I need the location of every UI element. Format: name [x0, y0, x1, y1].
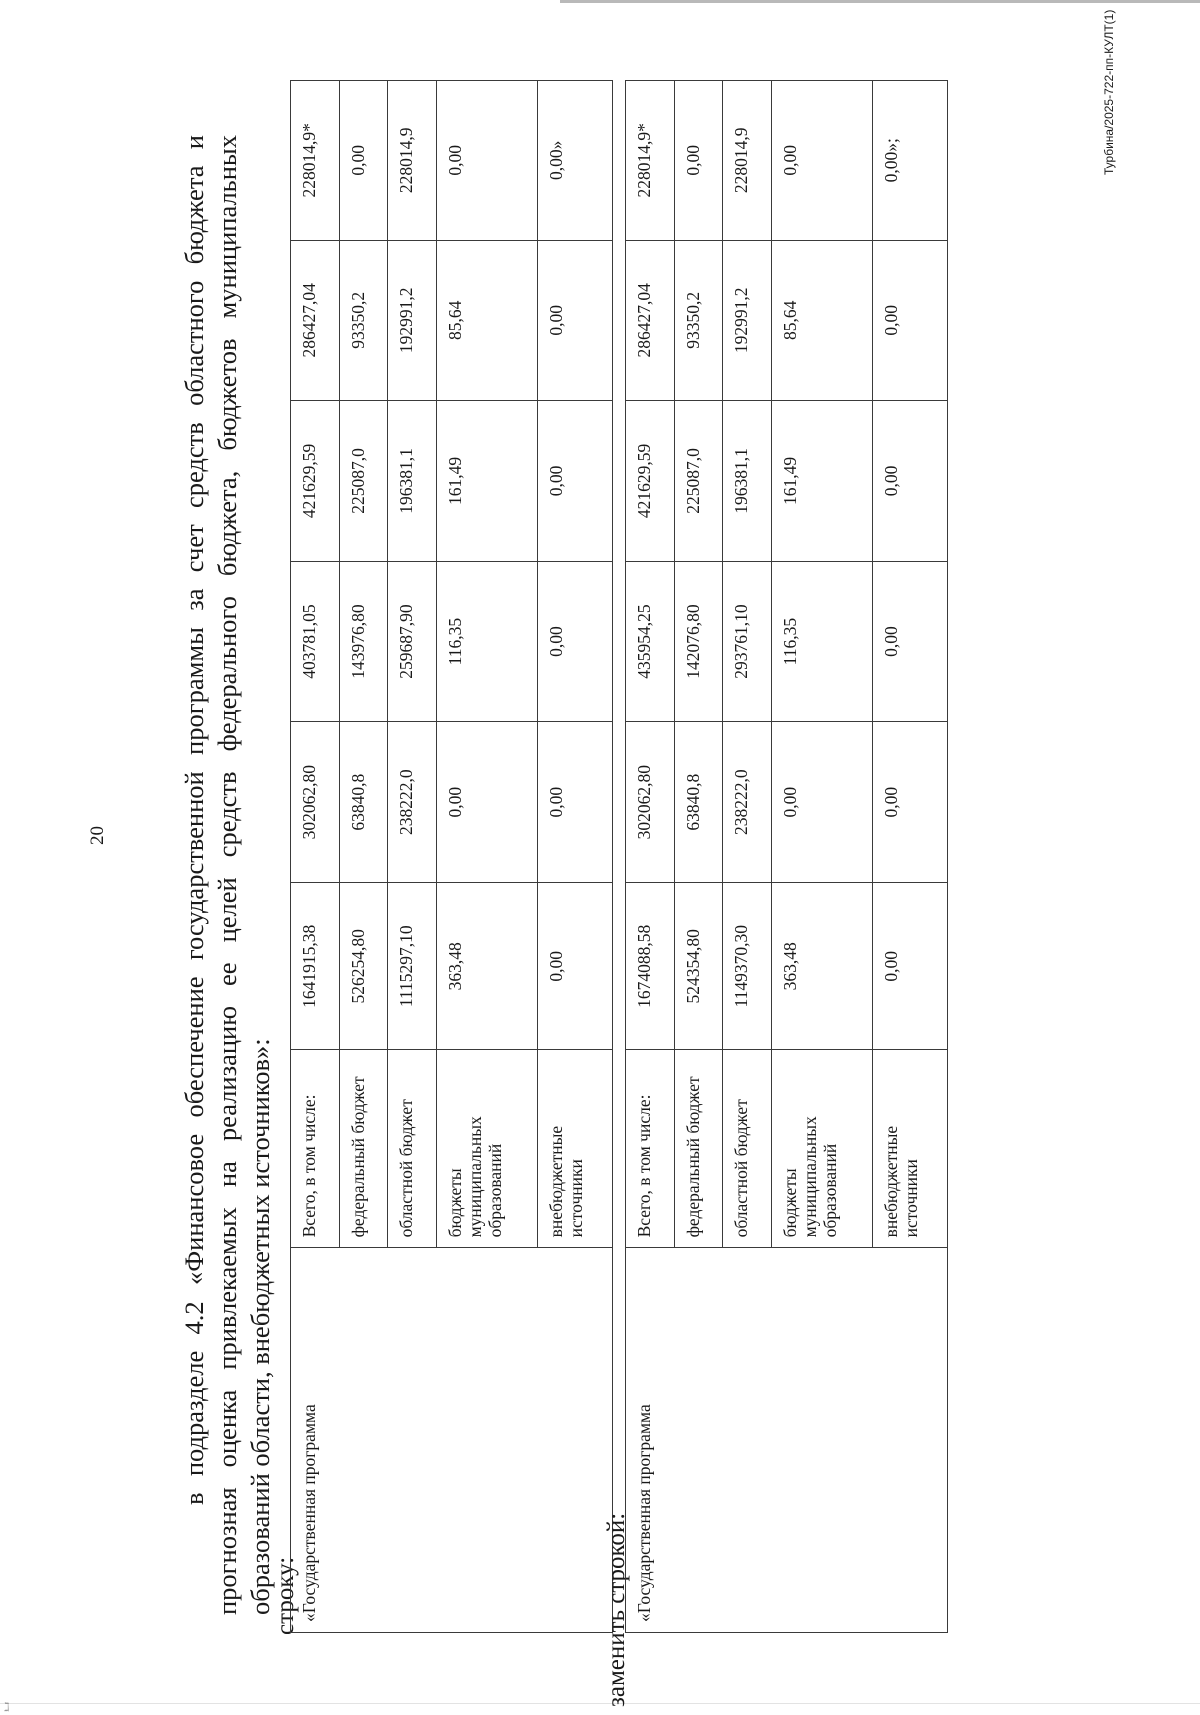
amount-cell: 93350,2	[674, 240, 723, 401]
amount-cell: 363,48	[436, 883, 537, 1050]
amount-cell: 142076,80	[674, 561, 723, 722]
amount-cell: 0,00	[873, 883, 948, 1050]
amount-cell: 302062,80	[291, 722, 340, 883]
intro-text: в подразделе 4.2 «Финансовое обеспечение государственной программы за счет средств областного бюджета и прогнозная оценка привлекаемых на реализацию ее целей средств федерального бюджета, бюджетов муниципальных образований области, внебюджетных источников»:	[179, 135, 275, 1615]
funding-source-cell: Всего, в том числе:	[626, 1050, 675, 1248]
amount-cell: 403781,05	[291, 561, 340, 722]
amount-cell: 238222,0	[723, 722, 772, 883]
funding-source-cell: внебюджетные источники	[538, 1050, 613, 1248]
amount-cell: 302062,80	[626, 722, 675, 883]
amount-cell: 0,00	[538, 561, 613, 722]
amount-cell: 0,00	[538, 722, 613, 883]
amount-cell: 435954,25	[626, 561, 675, 722]
amount-cell: 228014,9	[388, 81, 437, 241]
amount-cell: 0,00	[771, 81, 872, 241]
amount-cell: 0,00	[873, 722, 948, 883]
amount-cell: 1115297,10	[388, 883, 437, 1050]
amount-cell: 0,00	[771, 722, 872, 883]
funding-source-cell: федеральный бюджет	[674, 1050, 723, 1248]
amount-cell: 228014,9*	[291, 81, 340, 241]
amount-cell: 196381,1	[388, 401, 437, 562]
amount-cell: 0,00	[873, 401, 948, 562]
amount-cell: 116,35	[771, 561, 872, 722]
amount-cell: 0,00	[674, 81, 723, 241]
amount-cell: 63840,8	[674, 722, 723, 883]
amount-cell: 421629,59	[291, 401, 340, 562]
amount-cell: 192991,2	[388, 240, 437, 401]
amount-cell: 293761,10	[723, 561, 772, 722]
amount-cell: 0,00	[538, 240, 613, 401]
amount-cell: 0,00	[339, 81, 388, 241]
funding-source-cell: федеральный бюджет	[339, 1050, 388, 1248]
funding-source-cell: областной бюджет	[723, 1050, 772, 1248]
amount-cell: 259687,90	[388, 561, 437, 722]
amount-cell: 526254,80	[339, 883, 388, 1050]
amount-cell: 0,00	[873, 240, 948, 401]
funding-source-cell: внебюджетные источники	[873, 1050, 948, 1248]
funding-source-cell: бюджеты муниципальных образований	[436, 1050, 537, 1248]
scan-artifact: ℷ	[4, 1700, 10, 1714]
amount-cell: 421629,59	[626, 401, 675, 562]
page-number: 20	[87, 826, 108, 845]
amount-cell: 0,00	[436, 722, 537, 883]
amount-cell: 1674088,58	[626, 883, 675, 1050]
amount-cell: 225087,0	[674, 401, 723, 562]
amount-cell: 524354,80	[674, 883, 723, 1050]
table-old-row	[290, 80, 613, 1633]
amount-cell: 0,00»;	[873, 81, 948, 241]
document-code: Турбина/2025-722-пп-КУЛТ(1)	[1102, 9, 1116, 175]
amount-cell: 228014,9*	[626, 81, 675, 241]
amount-cell: 0,00»	[538, 81, 613, 241]
amount-cell: 0,00	[538, 883, 613, 1050]
funding-source-cell: областной бюджет	[388, 1050, 437, 1248]
intro-paragraph	[178, 135, 277, 1615]
program-name-cell: «Государственная программа	[626, 1248, 948, 1633]
amount-cell: 238222,0	[388, 722, 437, 883]
table-new-row	[625, 80, 948, 1633]
amount-cell: 196381,1	[723, 401, 772, 562]
amount-cell: 0,00	[436, 81, 537, 241]
amount-cell: 0,00	[538, 401, 613, 562]
amount-cell: 228014,9	[723, 81, 772, 241]
amount-cell: 161,49	[436, 401, 537, 562]
funding-source-cell: Всего, в том числе:	[291, 1050, 340, 1248]
amount-cell: 116,35	[436, 561, 537, 722]
table-row	[291, 81, 340, 1633]
amount-cell: 161,49	[771, 401, 872, 562]
amount-cell: 1641915,38	[291, 883, 340, 1050]
amount-cell: 192991,2	[723, 240, 772, 401]
amount-cell: 286427,04	[291, 240, 340, 401]
label-new-row: заменить строкой:	[603, 1512, 630, 1707]
amount-cell: 85,64	[436, 240, 537, 401]
funding-source-cell: бюджеты муниципальных образований	[771, 1050, 872, 1248]
amount-cell: 363,48	[771, 883, 872, 1050]
amount-cell: 1149370,30	[723, 883, 772, 1050]
amount-cell: 143976,80	[339, 561, 388, 722]
amount-cell: 85,64	[771, 240, 872, 401]
program-name-cell: «Государственная программа	[291, 1248, 613, 1633]
amount-cell: 0,00	[873, 561, 948, 722]
label-old-row: строку:	[272, 1556, 299, 1635]
amount-cell: 93350,2	[339, 240, 388, 401]
table-row	[626, 81, 675, 1633]
amount-cell: 63840,8	[339, 722, 388, 883]
amount-cell: 286427,04	[626, 240, 675, 401]
amount-cell: 225087,0	[339, 401, 388, 562]
